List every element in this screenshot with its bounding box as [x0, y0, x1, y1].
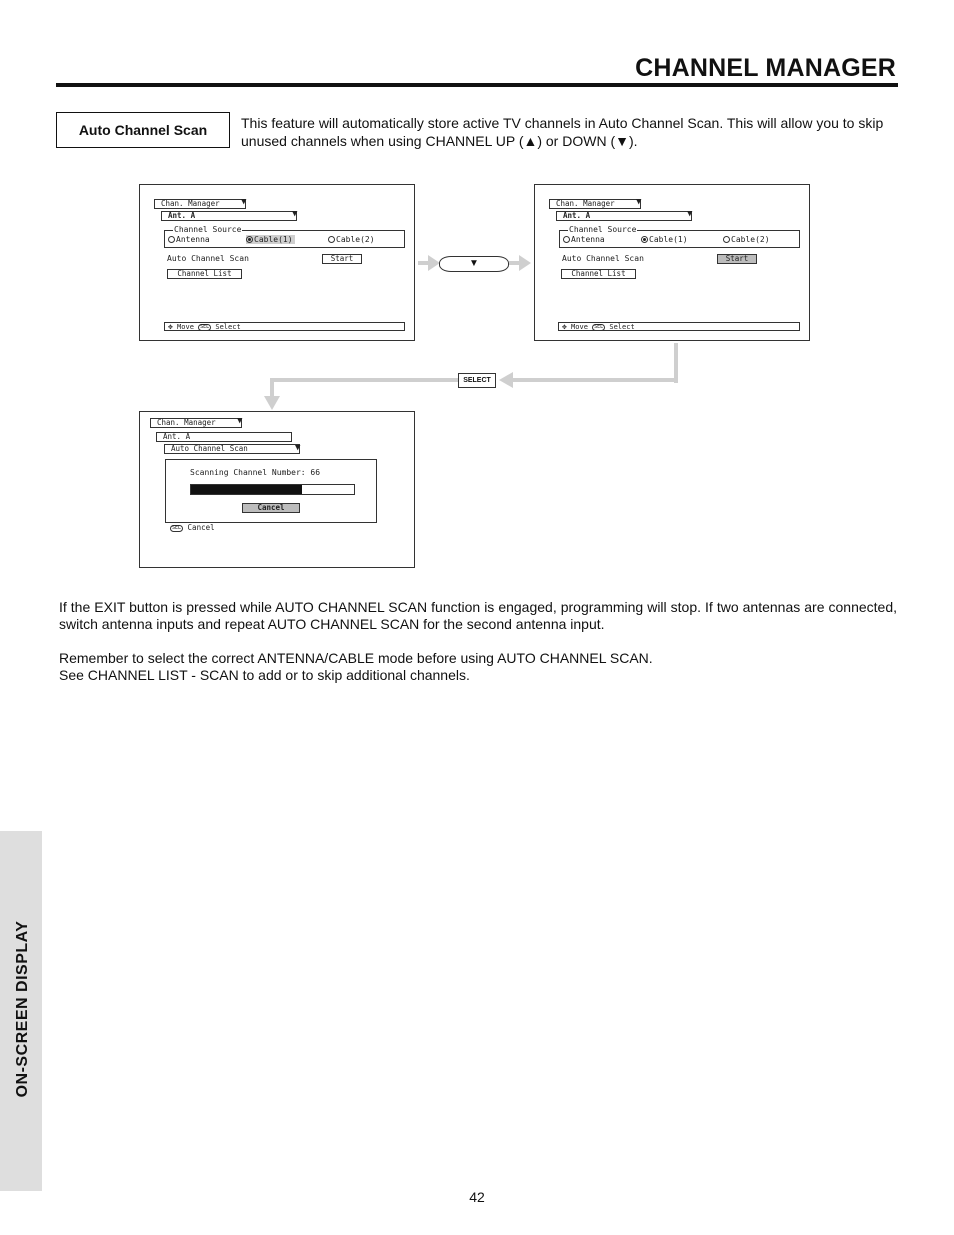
- flow-arrow-head-icon: [264, 396, 280, 410]
- dropdown-arrow-icon: ▼: [237, 416, 243, 426]
- hint-bar: ✥ Move SEL Select: [164, 322, 405, 331]
- osd-screen-3: [139, 411, 415, 568]
- remote-down-key: [439, 256, 509, 272]
- radio-selected-icon: [246, 236, 253, 243]
- page-title: CHANNEL MANAGER: [635, 54, 896, 82]
- page-number: 42: [469, 1189, 485, 1205]
- channel-list-button[interactable]: Channel List: [167, 269, 242, 279]
- flow-arrow-head-icon: [519, 255, 531, 271]
- hint-bar: ✥ Move SEL Select: [558, 322, 800, 331]
- osd-screen-1: [139, 184, 415, 341]
- flow-arrow-head-icon: [499, 372, 513, 388]
- channel-source-label: Channel Source: [174, 225, 242, 234]
- flow-arrow-shaft: [270, 378, 458, 382]
- radio-icon: [563, 236, 570, 243]
- cancel-hint: SEL Cancel: [172, 523, 215, 532]
- channel-list-button[interactable]: Channel List: [561, 269, 636, 279]
- dropdown-arrow-icon: ▼: [636, 197, 642, 207]
- antenna-field[interactable]: Ant. A: [161, 211, 297, 221]
- menu-title-field: Chan. Manager: [154, 199, 246, 209]
- flow-arrow-shaft: [512, 378, 678, 382]
- source-option-cable2[interactable]: Cable(2): [328, 235, 375, 244]
- flow-arrow-shaft: [270, 378, 274, 398]
- dropdown-arrow-icon: ▼: [241, 197, 247, 207]
- scanning-status-text: Scanning Channel Number: 66: [190, 468, 321, 477]
- paragraph-reminder-1: Remember to select the correct ANTENNA/CABLE mode before using AUTO CHANNEL SCAN.: [59, 650, 653, 666]
- channel-source-label: Channel Source: [569, 225, 637, 234]
- scan-submenu-field: Auto Channel Scan: [164, 444, 300, 454]
- sel-button-icon: SEL: [594, 323, 604, 330]
- dropdown-arrow-icon: ▼: [295, 443, 301, 453]
- radio-icon: [723, 236, 730, 243]
- scan-progress-fill: [191, 485, 302, 494]
- source-option-cable2[interactable]: Cable(2): [723, 235, 770, 244]
- source-option-cable1[interactable]: Cable(1): [641, 235, 688, 244]
- radio-icon: [168, 236, 175, 243]
- channel-source-group: [164, 225, 405, 248]
- scan-progress-dialog: [165, 459, 377, 523]
- start-button[interactable]: Start: [322, 254, 362, 264]
- paragraph-reminder-2: See CHANNEL LIST - SCAN to add or to skip additional channels.: [59, 667, 470, 683]
- dropdown-arrow-icon: ▼: [687, 209, 693, 219]
- menu-title-field: Chan. Manager: [150, 418, 242, 428]
- radio-icon: [328, 236, 335, 243]
- dropdown-arrow-icon: ▼: [292, 209, 298, 219]
- title-rule: [56, 83, 898, 87]
- sel-button-icon: SEL: [172, 524, 182, 531]
- antenna-field: Ant. A: [156, 432, 292, 442]
- sel-button-icon: SEL: [200, 323, 210, 330]
- down-arrow-icon: ▼: [469, 258, 479, 269]
- start-button-highlighted[interactable]: Start: [717, 254, 757, 264]
- scan-progress-bar: [190, 484, 355, 495]
- auto-scan-label: Auto Channel Scan: [167, 254, 249, 263]
- move-arrows-icon: ✥: [562, 322, 567, 331]
- source-option-antenna[interactable]: Antenna: [563, 235, 605, 244]
- auto-scan-label: Auto Channel Scan: [562, 254, 644, 263]
- select-key-tag: SELECT: [458, 373, 496, 388]
- source-option-cable1[interactable]: Cable(1): [246, 235, 295, 244]
- osd-screen-2: [534, 184, 810, 341]
- side-tab-label: ON-SCREEN DISPLAY: [14, 920, 31, 1098]
- paragraph-exit-note: If the EXIT button is pressed while AUTO CHANNEL SCAN function is engaged, programming will stop. If two antennas are connected, switch antenna inputs and repeat AUTO CHANNEL SCAN for the second antenna input.: [59, 599, 897, 632]
- antenna-field[interactable]: Ant. A: [556, 211, 692, 221]
- flow-arrow-shaft: [674, 343, 678, 383]
- source-option-antenna[interactable]: Antenna: [168, 235, 210, 244]
- feature-label-box: Auto Channel Scan: [56, 112, 230, 148]
- cancel-button[interactable]: Cancel: [242, 503, 300, 513]
- feature-description: This feature will automatically store active TV channels in Auto Channel Scan. This will allow you to skip unused channels when using CHANNEL UP (▲) or DOWN (▼).: [241, 115, 884, 149]
- radio-selected-icon: [641, 236, 648, 243]
- move-arrows-icon: ✥: [168, 322, 173, 331]
- channel-source-group: [559, 225, 800, 248]
- menu-title-field: Chan. Manager: [549, 199, 641, 209]
